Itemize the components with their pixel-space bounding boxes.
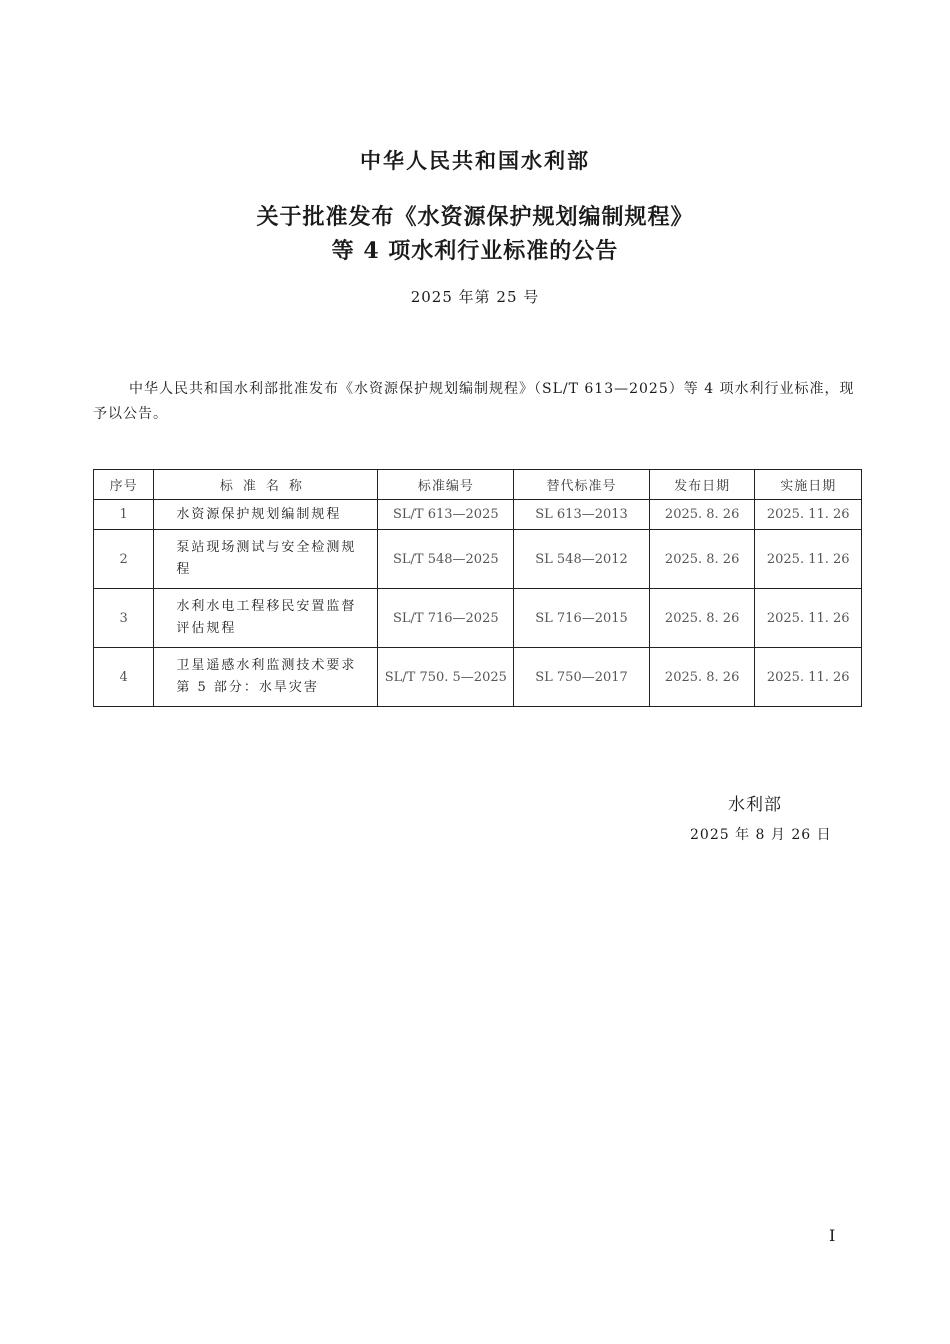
table-row — [94, 589, 862, 648]
header-implemented: 实施日期 — [755, 470, 862, 500]
document-number: 2025 年第 25 号 — [410, 288, 540, 306]
signer: 水利部 — [728, 795, 782, 815]
header-replaced: 替代标准号 — [514, 470, 650, 500]
cell-published: 2025. 8. 26 — [649, 648, 755, 707]
cell-replaced: SL 548—2012 — [514, 530, 650, 589]
cell-name: 卫星遥感水利监测技术要求 第 5 部分：水旱灾害 — [154, 648, 378, 707]
cell-seq: 3 — [94, 589, 154, 648]
table-row — [94, 530, 862, 589]
cell-replaced: SL 716—2015 — [514, 589, 650, 648]
header-seq: 序号 — [94, 470, 154, 500]
cell-replaced: SL 750—2017 — [514, 648, 650, 707]
cell-code: SL/T 750. 5—2025 — [378, 648, 514, 707]
ministry-name: 中华人民共和国水利部 — [360, 148, 590, 173]
header-code: 标准编号 — [378, 470, 514, 500]
cell-replaced: SL 613—2013 — [514, 500, 650, 530]
table-row — [94, 648, 862, 707]
table-header-row — [94, 470, 862, 500]
header-name: 标准名称 — [154, 470, 378, 500]
table-row — [94, 500, 862, 530]
cell-implemented: 2025. 11. 26 — [755, 530, 862, 589]
cell-seq: 2 — [94, 530, 154, 589]
announcement-title-line-2: 等 4 项水利行业标准的公告 — [331, 238, 619, 264]
cell-implemented: 2025. 11. 26 — [755, 648, 862, 707]
cell-code: SL/T 716—2025 — [378, 589, 514, 648]
announcement-title-line-1: 关于批准发布《水资源保护规划编制规程》 — [256, 204, 694, 230]
cell-seq: 1 — [94, 500, 154, 530]
cell-code: SL/T 613—2025 — [378, 500, 514, 530]
cell-name: 泵站现场测试与安全检测规程 — [154, 530, 378, 589]
cell-published: 2025. 8. 26 — [649, 530, 755, 589]
cell-seq: 4 — [94, 648, 154, 707]
standards-table — [93, 469, 862, 707]
cell-published: 2025. 8. 26 — [649, 500, 755, 530]
page-number: I — [829, 1226, 836, 1245]
cell-implemented: 2025. 11. 26 — [755, 500, 862, 530]
cell-code: SL/T 548—2025 — [378, 530, 514, 589]
announcement-paragraph: 中华人民共和国水利部批准发布《水资源保护规划编制规程》（SL/T 613—2025）等 4 项水利行业标准，现予以公告。 — [93, 381, 855, 422]
signature-date: 2025 年 8 月 26 日 — [690, 827, 832, 843]
cell-published: 2025. 8. 26 — [649, 589, 755, 648]
header-published: 发布日期 — [649, 470, 755, 500]
cell-name: 水资源保护规划编制规程 — [154, 500, 378, 530]
cell-name: 水利水电工程移民安置监督评估规程 — [154, 589, 378, 648]
cell-implemented: 2025. 11. 26 — [755, 589, 862, 648]
